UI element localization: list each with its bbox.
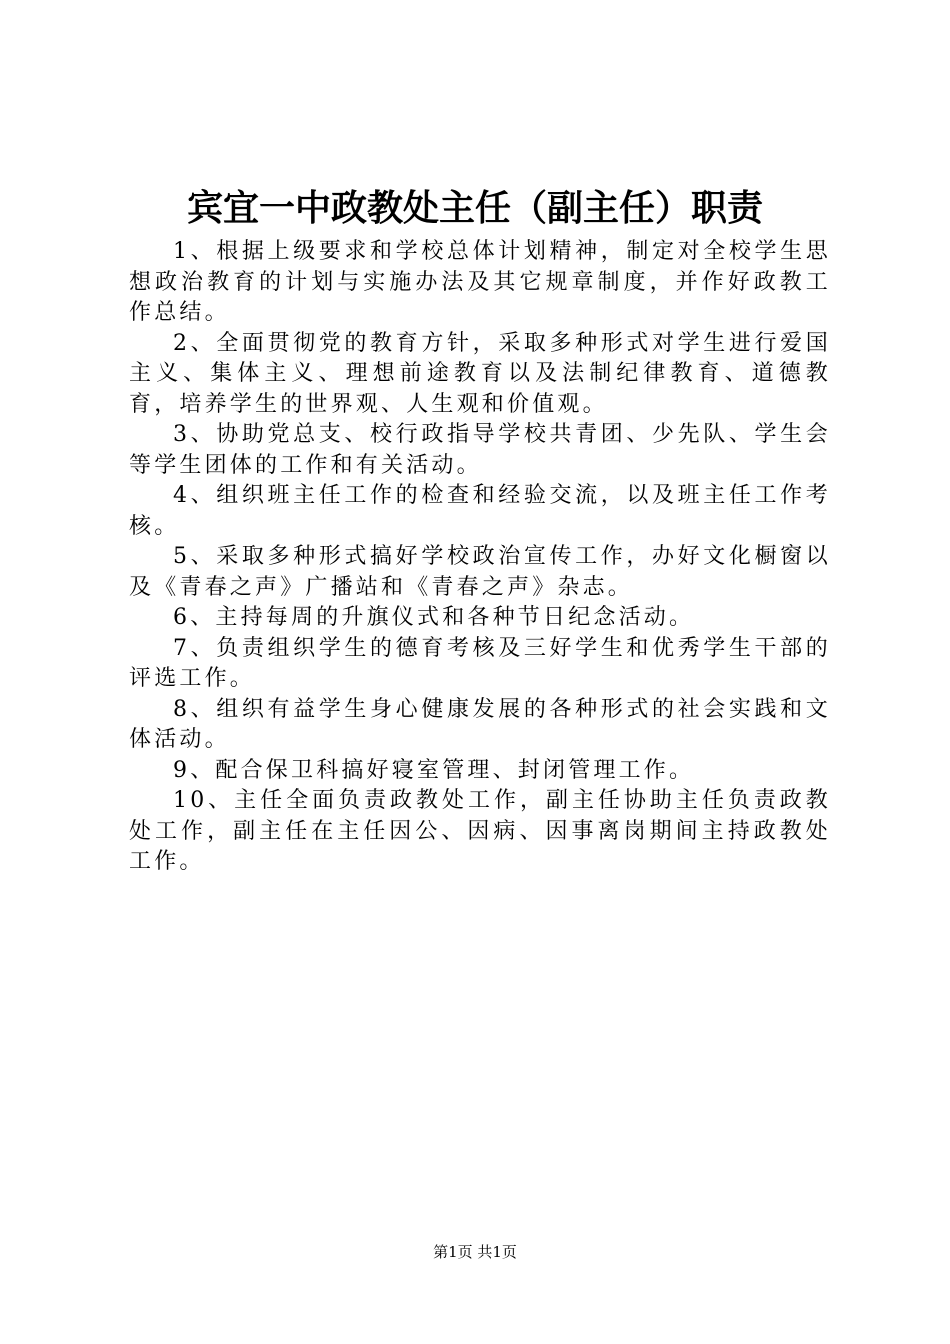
duty-item-5: 5、采取多种形式搞好学校政治宣传工作，办好文化橱窗以及《青春之声》广播站和《青春之声》杂志。: [129, 544, 831, 600]
document-title: 宾宜一中政教处主任（副主任）职责: [186, 187, 763, 229]
duty-item-10: 10、主任全面负责政教处工作，副主任协助主任负责政教处工作，副主任在主任因公、因病、因事离岗期间主持政教处工作。: [129, 788, 831, 874]
page-number: 第1页 共1页: [433, 1243, 517, 1261]
duty-item-9: 9、配合保卫科搞好寝室管理、封闭管理工作。: [173, 757, 695, 783]
duty-item-3: 3、协助党总支、校行政指导学校共青团、少先队、学生会等学生团体的工作和有关活动。: [129, 422, 831, 478]
duty-item-1: 1、根据上级要求和学校总体计划精神，制定对全校学生思想政治教育的计划与实施办法及其它规章制度，并作好政教工作总结。: [129, 239, 831, 325]
document-body: [129, 237, 831, 878]
duty-item-6: 6、主持每周的升旗仪式和各种节日纪念活动。: [173, 605, 695, 630]
duty-item-7: 7、负责组织学生的德育考核及三好学生和优秀学生干部的评选工作。: [129, 635, 831, 691]
duty-item-8: 8、组织有益学生身心健康发展的各种形式的社会实践和文体活动。: [129, 696, 831, 752]
duty-item-4: 4、组织班主任工作的检查和经验交流，以及班主任工作考核。: [129, 483, 831, 539]
duty-item-2: 2、全面贯彻党的教育方针，采取多种形式对学生进行爱国主义、集体主义、理想前途教育以及法制纪律教育、道德教育，培养学生的世界观、人生观和价值观。: [129, 330, 831, 417]
